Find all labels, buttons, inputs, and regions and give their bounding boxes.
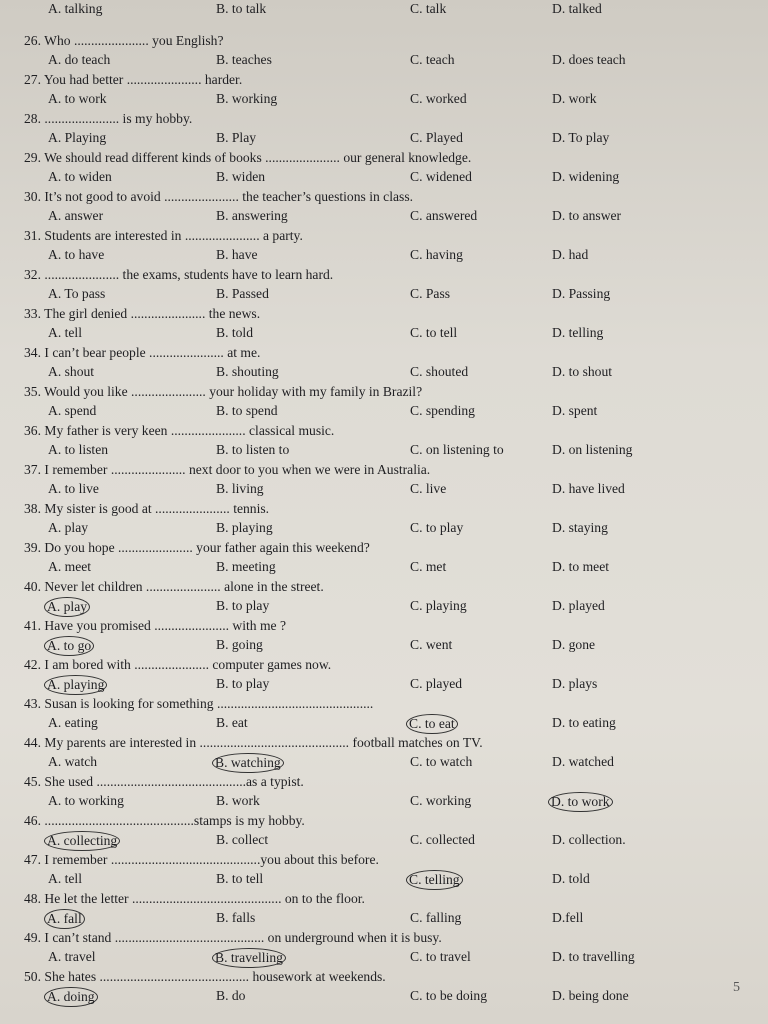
options-row — [0, 168, 768, 188]
option-c: C. to watch — [410, 754, 473, 769]
question-text: 48. He let the letter ............................................ on to the floor. — [24, 891, 365, 906]
option-a: A. to live — [48, 481, 99, 496]
option-d: D. to travelling — [552, 949, 635, 964]
option-a: A. meet — [48, 559, 92, 574]
option-b: B. do — [216, 988, 246, 1003]
option-d: D. collection. — [552, 832, 626, 847]
option-b: B. falls — [216, 910, 256, 925]
question-stem — [0, 539, 768, 559]
options-row — [0, 402, 768, 422]
option-d: D. to work — [548, 792, 613, 812]
option-a: A. playing — [44, 675, 107, 695]
option-b: B. meeting — [216, 559, 276, 574]
question-text: 45. She used ............................................as a typist. — [24, 774, 304, 789]
option-a: A. Playing — [48, 130, 107, 145]
question-text: 33. The girl denied ...................... the news. — [24, 306, 261, 321]
option-c: C. to eat — [406, 714, 458, 734]
option-d: D. Passing — [552, 286, 611, 301]
question-text: 40. Never let children ...................... alone in the street. — [24, 579, 324, 594]
options-row — [0, 792, 768, 812]
options-row — [0, 831, 768, 851]
option-c: C. Played — [410, 130, 463, 145]
option-b: B. answering — [216, 208, 288, 223]
question-stem — [0, 851, 768, 871]
option-d: D. to meet — [552, 559, 610, 574]
option-b: B. eat — [216, 715, 248, 730]
option-a: A. tell — [48, 871, 82, 886]
options-row — [0, 558, 768, 578]
option-a: A. play — [44, 597, 90, 617]
option-c: C. on listening to — [410, 442, 504, 457]
option-c: C. live — [410, 481, 447, 496]
options-row — [0, 870, 768, 890]
option-a: A. watch — [48, 754, 98, 769]
option-d: D. telling — [552, 325, 604, 340]
option-c: C. to tell — [410, 325, 458, 340]
question-text: 35. Would you like ...................... your holiday with my family in Brazil? — [24, 384, 423, 399]
option-a: A. eating — [48, 715, 98, 730]
option-d: D. played — [552, 598, 605, 613]
option-a: A. to go — [44, 636, 94, 656]
question-stem — [0, 305, 768, 325]
option-b: B. to play — [216, 676, 270, 691]
options-row — [0, 90, 768, 110]
question-stem — [0, 461, 768, 481]
question-text: 30. It’s not good to avoid ...................... the teacher’s questions in class. — [24, 189, 414, 204]
option-d: D. had — [552, 247, 589, 262]
question-stem — [0, 188, 768, 208]
question-stem — [0, 968, 768, 988]
question-stem — [0, 890, 768, 910]
option-b: B. travelling — [212, 948, 286, 968]
question-stem — [0, 929, 768, 949]
question-text: 42. I am bored with ...................... computer games now. — [24, 657, 332, 672]
question-stem — [0, 110, 768, 130]
option-c: C. to play — [410, 520, 464, 535]
option-d: D. to eating — [552, 715, 616, 730]
options-row — [0, 597, 768, 617]
option-b: B. to play — [216, 598, 270, 613]
question-stem — [0, 773, 768, 793]
question-stem — [0, 812, 768, 832]
question-text: 26. Who ...................... you English? — [24, 33, 224, 48]
question-stem — [0, 656, 768, 676]
options-row — [0, 519, 768, 539]
option-d: D. gone — [552, 637, 596, 652]
question-text: 46. ............................................stamps is my hobby. — [24, 813, 305, 828]
option-b: B. to tell — [216, 871, 264, 886]
question-stem — [0, 695, 768, 715]
option-d: D. to answer — [552, 208, 622, 223]
options-row — [0, 363, 768, 383]
option-d: D. spent — [552, 403, 598, 418]
question-text: 37. I remember ...................... next door to you when we were in Australia. — [24, 462, 431, 477]
option-d: D. work — [552, 91, 597, 106]
option-a: A. travel — [48, 949, 96, 964]
option-d: D. To play — [552, 130, 610, 145]
option-b: B. going — [216, 637, 263, 652]
option-d: D. plays — [552, 676, 598, 691]
option-a: A. to listen — [48, 442, 109, 457]
question-text: 29. We should read different kinds of books ...................... our general knowledge. — [24, 150, 472, 165]
option-c: C. falling — [410, 910, 462, 925]
option-a: A. fall — [44, 909, 85, 929]
option-c: C. collected — [410, 832, 475, 847]
option-d: D. on listening — [552, 442, 633, 457]
options-row — [0, 51, 768, 71]
option-c: C. widened — [410, 169, 472, 184]
option-a: A. collecting — [44, 831, 120, 851]
options-row — [0, 324, 768, 344]
option-b: B. working — [216, 91, 278, 106]
option-b: B. shouting — [216, 364, 279, 379]
option-c: C. playing — [410, 598, 467, 613]
option-c: C. teach — [410, 52, 455, 67]
option-c: C. answered — [410, 208, 478, 223]
option-a: A. to have — [48, 247, 105, 262]
option-b: B. Passed — [216, 286, 269, 301]
option-c: C. played — [410, 676, 463, 691]
question-text: 43. Susan is looking for something .............................................. — [24, 696, 374, 711]
option-d: D. told — [552, 871, 590, 886]
option-d: D. widening — [552, 169, 620, 184]
question-stem — [0, 32, 768, 52]
question-stem — [0, 422, 768, 442]
question-text: 31. Students are interested in ...................... a party. — [24, 228, 303, 243]
question-text: 38. My sister is good at ...................... tennis. — [24, 501, 270, 516]
option-b: B. to listen to — [216, 442, 290, 457]
option-b: B. have — [216, 247, 258, 262]
option-a: A. spend — [48, 403, 97, 418]
option-c: C. worked — [410, 91, 467, 106]
question-text: 32. ...................... the exams, students have to learn hard. — [24, 267, 334, 282]
question-stem — [0, 344, 768, 364]
option-a: A. tell — [48, 325, 82, 340]
option-a: A. to working — [48, 793, 124, 808]
option-b: B. living — [216, 481, 264, 496]
option-c: C. spending — [410, 403, 475, 418]
option-c: C. to travel — [410, 949, 471, 964]
question-stem — [0, 266, 768, 286]
question-stem — [0, 500, 768, 520]
option-b: B. watching — [212, 753, 284, 773]
option-c: C. went — [410, 637, 453, 652]
option-a: A. To pass — [48, 286, 106, 301]
options-row — [0, 129, 768, 149]
option-c: C. met — [410, 559, 447, 574]
option-d: D.fell — [552, 910, 584, 925]
option-a: A. do teach — [48, 52, 111, 67]
option-b: B. Play — [216, 130, 257, 145]
question-stem — [0, 578, 768, 598]
question-text: 41. Have you promised ...................... with me ? — [24, 618, 287, 633]
question-text: 36. My father is very keen ...................... classical music. — [24, 423, 335, 438]
question-text: 47. I remember ............................................you about this before. — [24, 852, 379, 867]
options-row — [0, 675, 768, 695]
question-stem — [0, 149, 768, 169]
options-row — [0, 207, 768, 227]
option-d: D. have lived — [552, 481, 625, 496]
options-row — [0, 285, 768, 305]
option-c: C. having — [410, 247, 463, 262]
options-row — [0, 753, 768, 773]
option-d: D. watched — [552, 754, 614, 769]
option-a: A. answer — [48, 208, 104, 223]
option-b: B. to spend — [216, 403, 278, 418]
option-b: B. work — [216, 793, 260, 808]
option-d: D. staying — [552, 520, 608, 535]
options-row — [0, 948, 768, 968]
option-c: C. talk — [410, 1, 447, 16]
option-a: A. shout — [48, 364, 95, 379]
question-text: 27. You had better ...................... harder. — [24, 72, 243, 87]
option-b: B. to talk — [216, 1, 267, 16]
option-b: B. widen — [216, 169, 266, 184]
options-row — [0, 480, 768, 500]
option-c: C. working — [410, 793, 472, 808]
option-b: B. told — [216, 325, 254, 340]
option-b: B. collect — [216, 832, 269, 847]
question-text: 44. My parents are interested in ............................................ football matches on TV. — [24, 735, 483, 750]
option-a: A. talking — [48, 1, 103, 16]
option-d: D. does teach — [552, 52, 626, 67]
options-row — [0, 987, 768, 1007]
question-text: 49. I can’t stand ............................................ on underground when it is busy. — [24, 930, 442, 945]
question-text: 34. I can’t bear people ...................... at me. — [24, 345, 261, 360]
option-c: C. shouted — [410, 364, 469, 379]
options-row — [0, 441, 768, 461]
option-c: C. to be doing — [410, 988, 488, 1003]
options-row — [0, 246, 768, 266]
question-text: 50. She hates ............................................ housework at weekends. — [24, 969, 386, 984]
option-a: A. to work — [48, 91, 107, 106]
option-d: D. to shout — [552, 364, 613, 379]
option-d: D. talked — [552, 1, 602, 16]
question-stem — [0, 617, 768, 637]
option-c: C. Pass — [410, 286, 451, 301]
options-row — [0, 909, 768, 929]
option-a: A. to widen — [48, 169, 112, 184]
question-text: 39. Do you hope ...................... your father again this weekend? — [24, 540, 370, 555]
option-a: A. doing — [44, 987, 98, 1007]
options-row — [0, 0, 768, 20]
option-a: A. play — [48, 520, 89, 535]
question-stem — [0, 71, 768, 91]
options-row — [0, 714, 768, 734]
page-number: 5 — [733, 980, 740, 995]
question-stem — [0, 734, 768, 754]
option-c: C. telling — [406, 870, 463, 890]
question-stem — [0, 383, 768, 403]
question-stem — [0, 227, 768, 247]
question-text: 28. ...................... is my hobby. — [24, 111, 193, 126]
option-d: D. being done — [552, 988, 629, 1003]
option-b: B. teaches — [216, 52, 272, 67]
option-b: B. playing — [216, 520, 273, 535]
options-row — [0, 636, 768, 656]
